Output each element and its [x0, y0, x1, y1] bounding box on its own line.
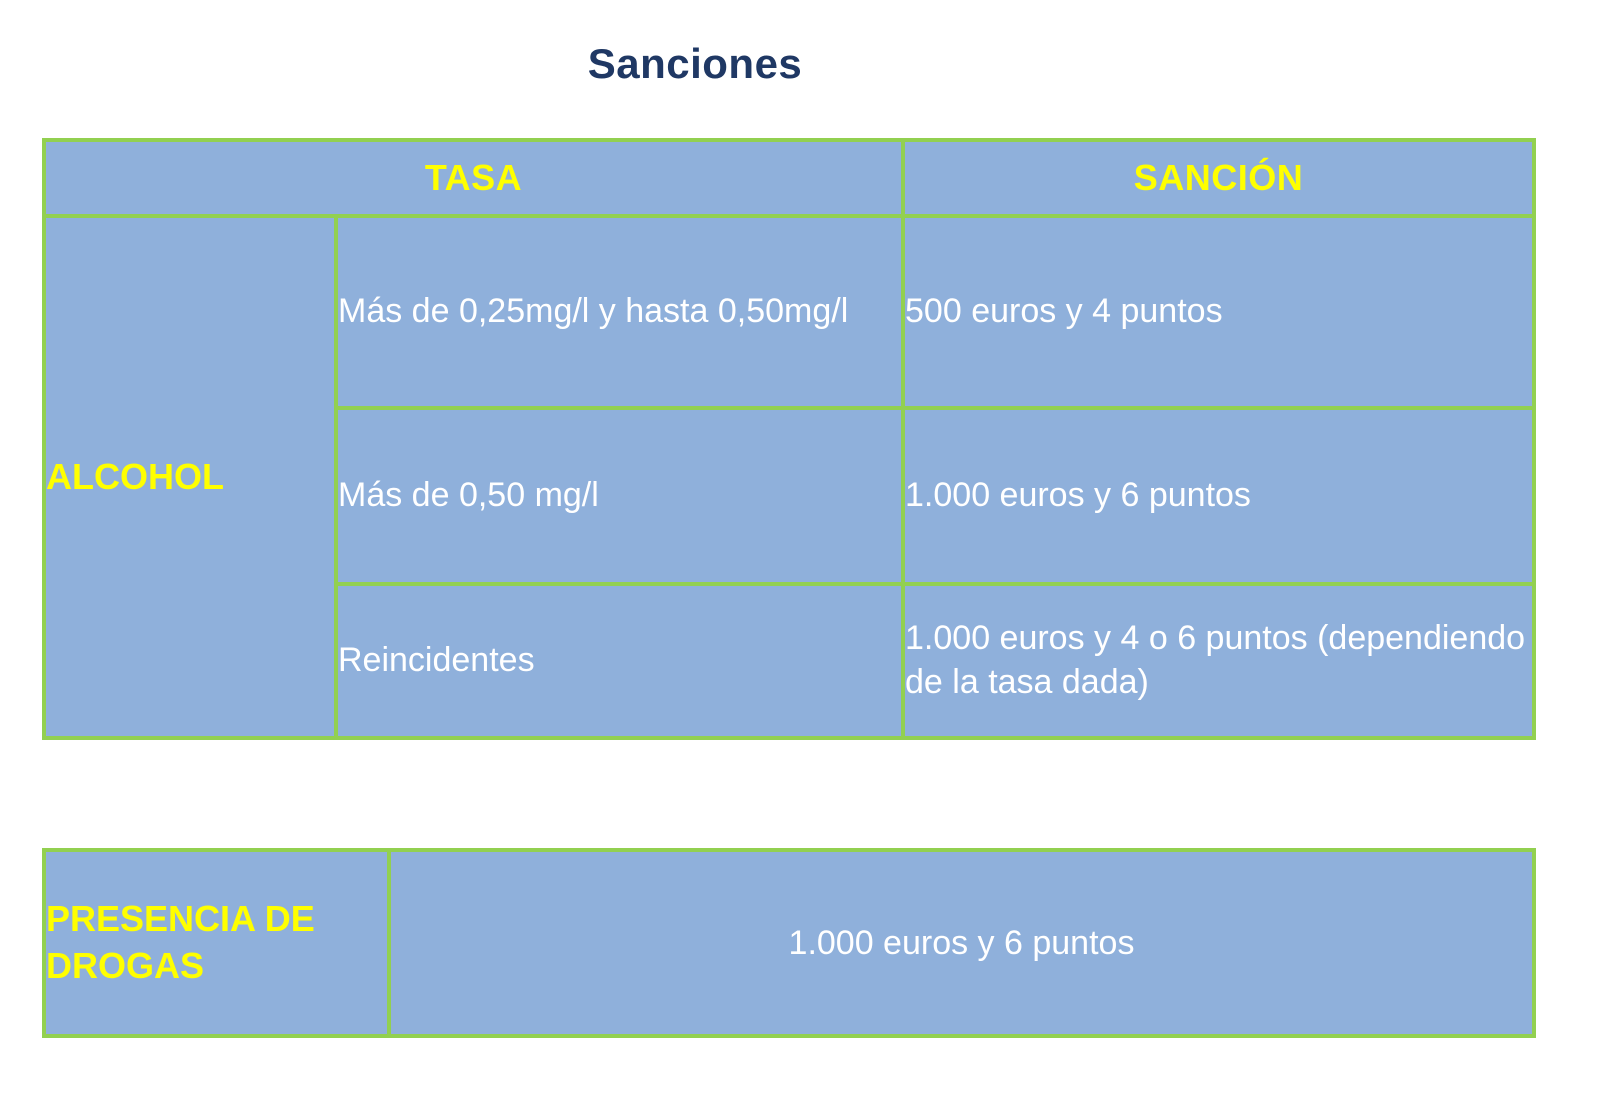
row-label-presencia-drogas: PRESENCIA DE DROGAS — [44, 850, 389, 1036]
column-header-tasa: TASA — [44, 140, 903, 216]
cell-rate-3: Reincidentes — [336, 584, 903, 738]
cell-sanction-3: 1.000 euros y 4 o 6 puntos (dependiendo de la tasa dada) — [903, 584, 1534, 738]
column-header-sancion: SANCIÓN — [903, 140, 1534, 216]
cell-sanction-drugs: 1.000 euros y 6 puntos — [389, 850, 1534, 1036]
row-label-alcohol: ALCOHOL — [44, 216, 336, 738]
cell-sanction-2: 1.000 euros y 6 puntos — [903, 408, 1534, 584]
table-row — [44, 216, 1534, 408]
table-header-row — [44, 140, 1534, 216]
sanctions-table — [42, 138, 1536, 740]
cell-rate-1: Más de 0,25mg/l y hasta 0,50mg/l — [336, 216, 903, 408]
page-title: Sanciones — [587, 40, 803, 87]
cell-rate-2: Más de 0,50 mg/l — [336, 408, 903, 584]
cell-sanction-1: 500 euros y 4 puntos — [903, 216, 1534, 408]
table-row — [44, 850, 1534, 1036]
drugs-table — [42, 848, 1536, 1038]
